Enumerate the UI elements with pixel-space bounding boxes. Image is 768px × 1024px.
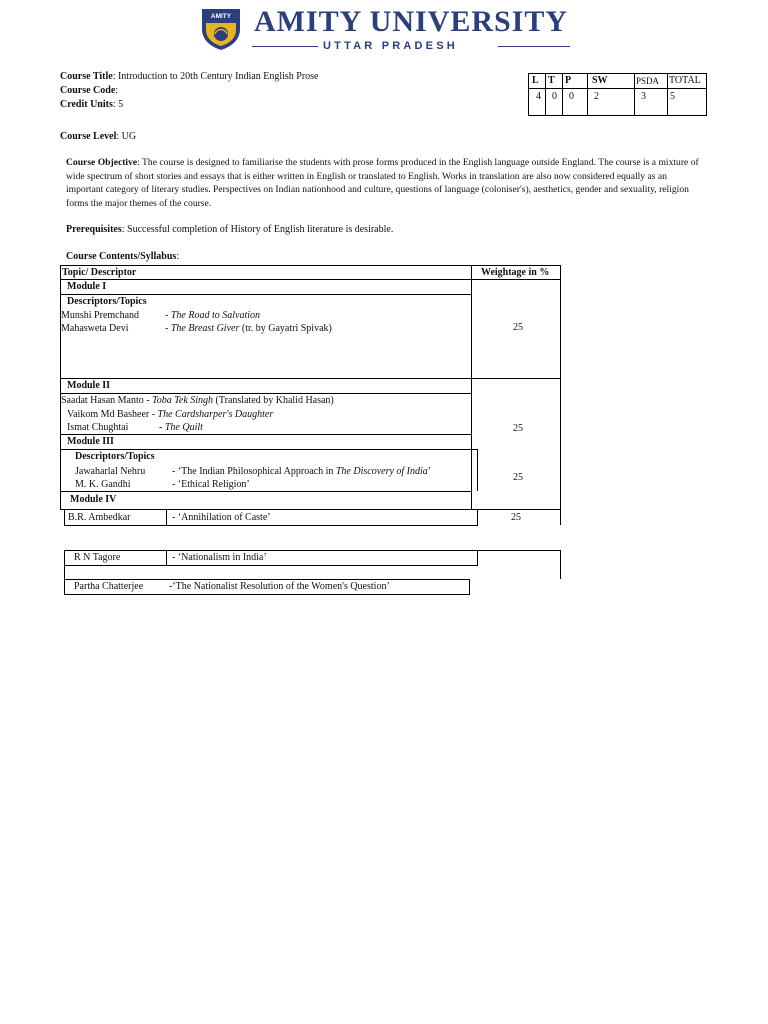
module-4-item-1: - ‘Annihilation of Caste’ [172, 512, 271, 523]
ltp-header-total: TOTAL [669, 75, 701, 86]
subtitle-rule-right [498, 46, 570, 47]
credit-units-line [60, 98, 123, 112]
module-1-title-1: The Road to Salvation [170, 310, 261, 321]
module-4-title: Module IV [70, 494, 117, 505]
module-2-sep-3: - [159, 422, 165, 433]
course-objective-label: Course Objective [66, 157, 138, 168]
course-code-value: : [115, 85, 119, 96]
module-2-work-3: The Quilt [164, 422, 203, 433]
module-2-author-2: Vaikom Md Basheer - [67, 409, 158, 420]
col-weightage-header: Weightage in % [481, 267, 550, 278]
ltp-header-p: P [565, 75, 572, 86]
module-2-title: Module II [67, 380, 111, 391]
ltp-value-total: 5 [670, 91, 675, 102]
module-1-author-1: Munshi Premchand [61, 310, 140, 321]
ltp-header-sw: SW [592, 75, 608, 86]
ltp-header-psda: PSDA [636, 76, 660, 86]
module-3-author-1: Jawaharlal Nehru [75, 466, 146, 477]
course-title-label: Course Title [60, 71, 113, 82]
module-1-sep-1: - [165, 310, 171, 321]
course-title-line [60, 70, 319, 84]
ltp-value-sw: 2 [594, 91, 599, 102]
prerequisites [66, 223, 393, 237]
ltp-value-l: 4 [536, 91, 541, 102]
module-2-work-1: Toba Tek Singh [152, 395, 214, 406]
module-1-weight: 25 [513, 322, 523, 333]
module-1-work-1 [165, 309, 260, 323]
syllabus-heading-text: Course Contents/Syllabus [66, 251, 177, 262]
ltp-value-t: 0 [552, 91, 557, 102]
credit-distribution-table [528, 73, 707, 116]
module-1-sep-2: - [165, 323, 171, 334]
credit-units-label: Credit Units [60, 99, 113, 110]
module-1-subhead: Descriptors/Topics [67, 296, 147, 307]
course-title-value: : Introduction to 20th Century Indian English Prose [112, 71, 319, 82]
course-code-line [60, 84, 118, 98]
subtitle-rule-left [252, 46, 318, 47]
module-2-weight: 25 [513, 423, 523, 434]
module-4-item-2: - ‘Nationalism in India’ [172, 552, 267, 563]
module-3-item-1 [172, 465, 431, 479]
module-3-weight: 25 [513, 472, 523, 483]
module-1-author-2: Mahasweta Devi [61, 323, 129, 334]
module-2-author-3: Ismat Chughtai [67, 422, 129, 433]
module-4-item-3: -‘The Nationalist Resolution of the Women's Question’ [169, 581, 390, 592]
module-4-author-2: R N Tagore [74, 552, 121, 563]
module-1-note-2: (tr. by Gayatri Spivak) [239, 323, 332, 334]
module-3-subhead: Descriptors/Topics [75, 451, 155, 462]
module-2-item-1 [61, 394, 334, 408]
module-2-item-2 [67, 408, 273, 422]
module-4-author-3: Partha Chatterjee [74, 581, 144, 592]
course-level-value: : UG [116, 131, 137, 142]
university-subtitle-row [252, 38, 570, 54]
module-3-post-1: ’ [427, 466, 432, 477]
module-4-author-1: B.R. Ambedkar [68, 512, 131, 523]
module-2-author-1: Saadat Hasan Manto - [61, 395, 153, 406]
ltp-value-psda: 3 [641, 91, 646, 102]
module-1-title-2: The Breast Giver [170, 323, 240, 334]
course-level-label: Course Level [60, 131, 117, 142]
module-2-note-1: (Translated by Khalid Hasan) [213, 395, 334, 406]
module-2-work-2: The Cardsharper's Daughter [157, 409, 274, 420]
module-3-author-2: M. K. Gandhi [75, 479, 131, 490]
university-name: AMITY UNIVERSITY [254, 5, 569, 38]
university-subtitle: UTTAR PRADESH [323, 40, 458, 52]
logo-text: AMITY [210, 13, 232, 20]
prerequisites-text: : Successful completion of History of English literature is desirable. [121, 224, 394, 235]
syllabus-heading [66, 250, 179, 264]
syllabus-heading-suffix: : [176, 251, 180, 262]
credit-units-value: : 5 [112, 99, 124, 110]
ltp-value-p: 0 [569, 91, 574, 102]
ltp-header-t: T [548, 75, 555, 86]
module-1-title: Module I [67, 281, 107, 292]
university-logo [198, 7, 244, 51]
module-2-item-3 [159, 421, 203, 435]
col-topic-header: Topic/ Descriptor [62, 267, 137, 278]
ltp-header-l: L [532, 75, 539, 86]
module-1-work-2 [165, 322, 332, 336]
course-code-label: Course Code [60, 85, 116, 96]
course-objective [66, 156, 706, 210]
prerequisites-label: Prerequisites [66, 224, 122, 235]
module-3-work-1: The Discovery of India [335, 466, 428, 477]
course-objective-text: : The course is designed to familiarise the students with prose forms produced in the English language outside England. The course is a mixture of wide spectrum of short stories and essays that is either written in English or translated to English. Works in translation are also now considered equally as an important category of literary studies. Perspectives on Indian nationhood and culture, questions of language (coloniser's), aesthetics, gender and sexuality, religion forms the major themes of the course. [66, 157, 699, 209]
module-3-item-2: - ‘Ethical Religion’ [172, 479, 250, 490]
module-3-pre-1: - ‘The Indian Philosophical Approach in [172, 466, 336, 477]
module-4-weight: 25 [511, 512, 521, 523]
module-3-title: Module III [67, 436, 114, 447]
course-level-line [60, 130, 136, 144]
